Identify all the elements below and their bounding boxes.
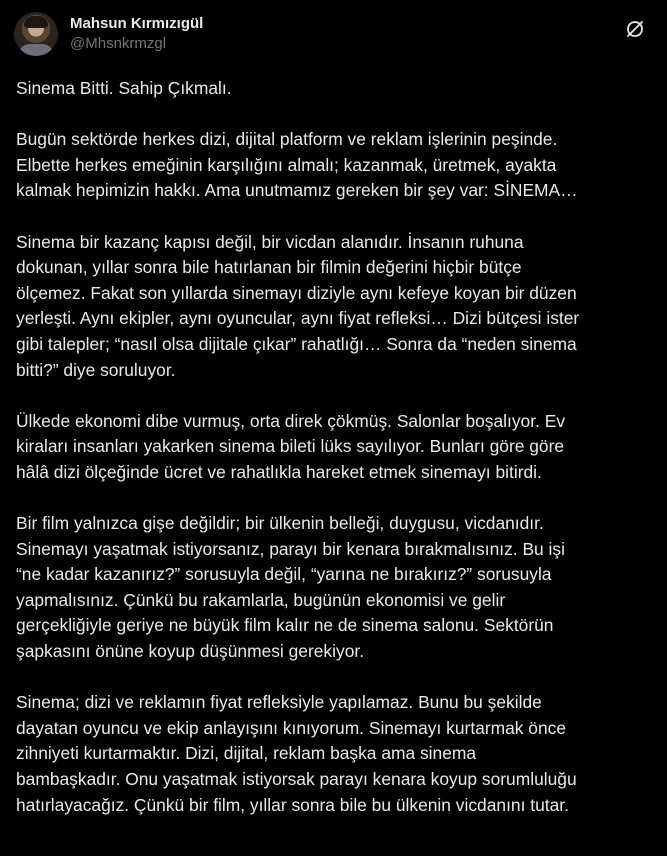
tweet-header — [14, 10, 654, 58]
tweet-paragraph: Sinema Bitti. Sahip Çıkmalı. — [16, 78, 232, 98]
tweet-paragraph: Bugün sektörde herkes dizi, dijital platform ve reklam işlerinin peşinde. Elbette herkes emeğinin karşılığını almalı; kazanmak, üretmek, ayakta kalmak hepimizin hakkı. Ama unutmamız gereken bir şey var: SİNEMA… — [16, 129, 578, 201]
tweet-text — [16, 76, 656, 818]
tweet-paragraph: Sinema bir kazanç kapısı değil, bir vicdan alanıdır. İnsanın ruhuna dokunan, yıllar sonra bile hatırlanan bir filmin değerini hiçbir bütçe ölçemez. Fakat son yıllarda sinemayı diziyle aynı kefeye koyan bir düzen yerleşti. Aynı ekipler, aynı oyuncular, aynı fiyat refleksi… Dizi bütçesi ister gibi talepler; “nasıl olsa dijitale çıkar” rahatlığı… Sonra da “neden sinema bitti?” diye soruluyor. — [16, 231, 580, 380]
tweet-paragraph: Ülkede ekonomi dibe vurmuş, orta direk çökmüş. Salonlar boşalıyor. Ev kiraları insanları yakarken sinema bileti lüks sayılıyor. Bunları göre göre hâlâ dizi ölçeğinde ücret ve rahatlıkla hareket etmek sinemayı bitirdi. — [16, 410, 566, 482]
author-info[interactable] — [70, 14, 203, 54]
avatar-shirt — [18, 44, 54, 56]
grok-icon[interactable] — [624, 18, 646, 40]
author-display-name[interactable]: Mahsun Kırmızıgül — [70, 15, 204, 32]
author-handle[interactable]: @Mhsnkrmzgl — [70, 35, 167, 52]
avatar-hair — [24, 16, 48, 28]
tweet-paragraph: Sinema; dizi ve reklamın fiyat refleksiyle yapılamaz. Bunu bu şekilde dayatan oyuncu ve ekip anlayışını kınıyorum. Sinemayı kurtarmak önce zihniyeti kurtarmaktır. Dizi, dijital, reklam başka ama sinema bambaşkadır. Onu yaşatmak istiyorsak parayı kenara koyup sorumluluğu hatırlayacağız. Çünkü bir film, yıllar sonra bile bu ülkenin vicdanını tutar. — [16, 692, 577, 815]
tweet-paragraph: Bir film yalnızca gişe değildir; bir ülkenin belleği, duygusu, vicdanıdır. Sinemayı yaşatmak istiyorsanız, parayı bir kenara bırakmalısınız. Bu işi “ne kadar kazanırız?” sorusuyla değil, “yarına ne bırakırız?” sorusuyla yapmalısınız. Çünkü bu rakamlarla, bugünün ekonomisi ve gelir gerçekliğiyle geriye ne büyük film kalır ne de sinema salonu. Sektörün şapkasını önüne koyup düşünmesi gerekiyor. — [16, 513, 565, 662]
avatar[interactable] — [14, 12, 58, 56]
